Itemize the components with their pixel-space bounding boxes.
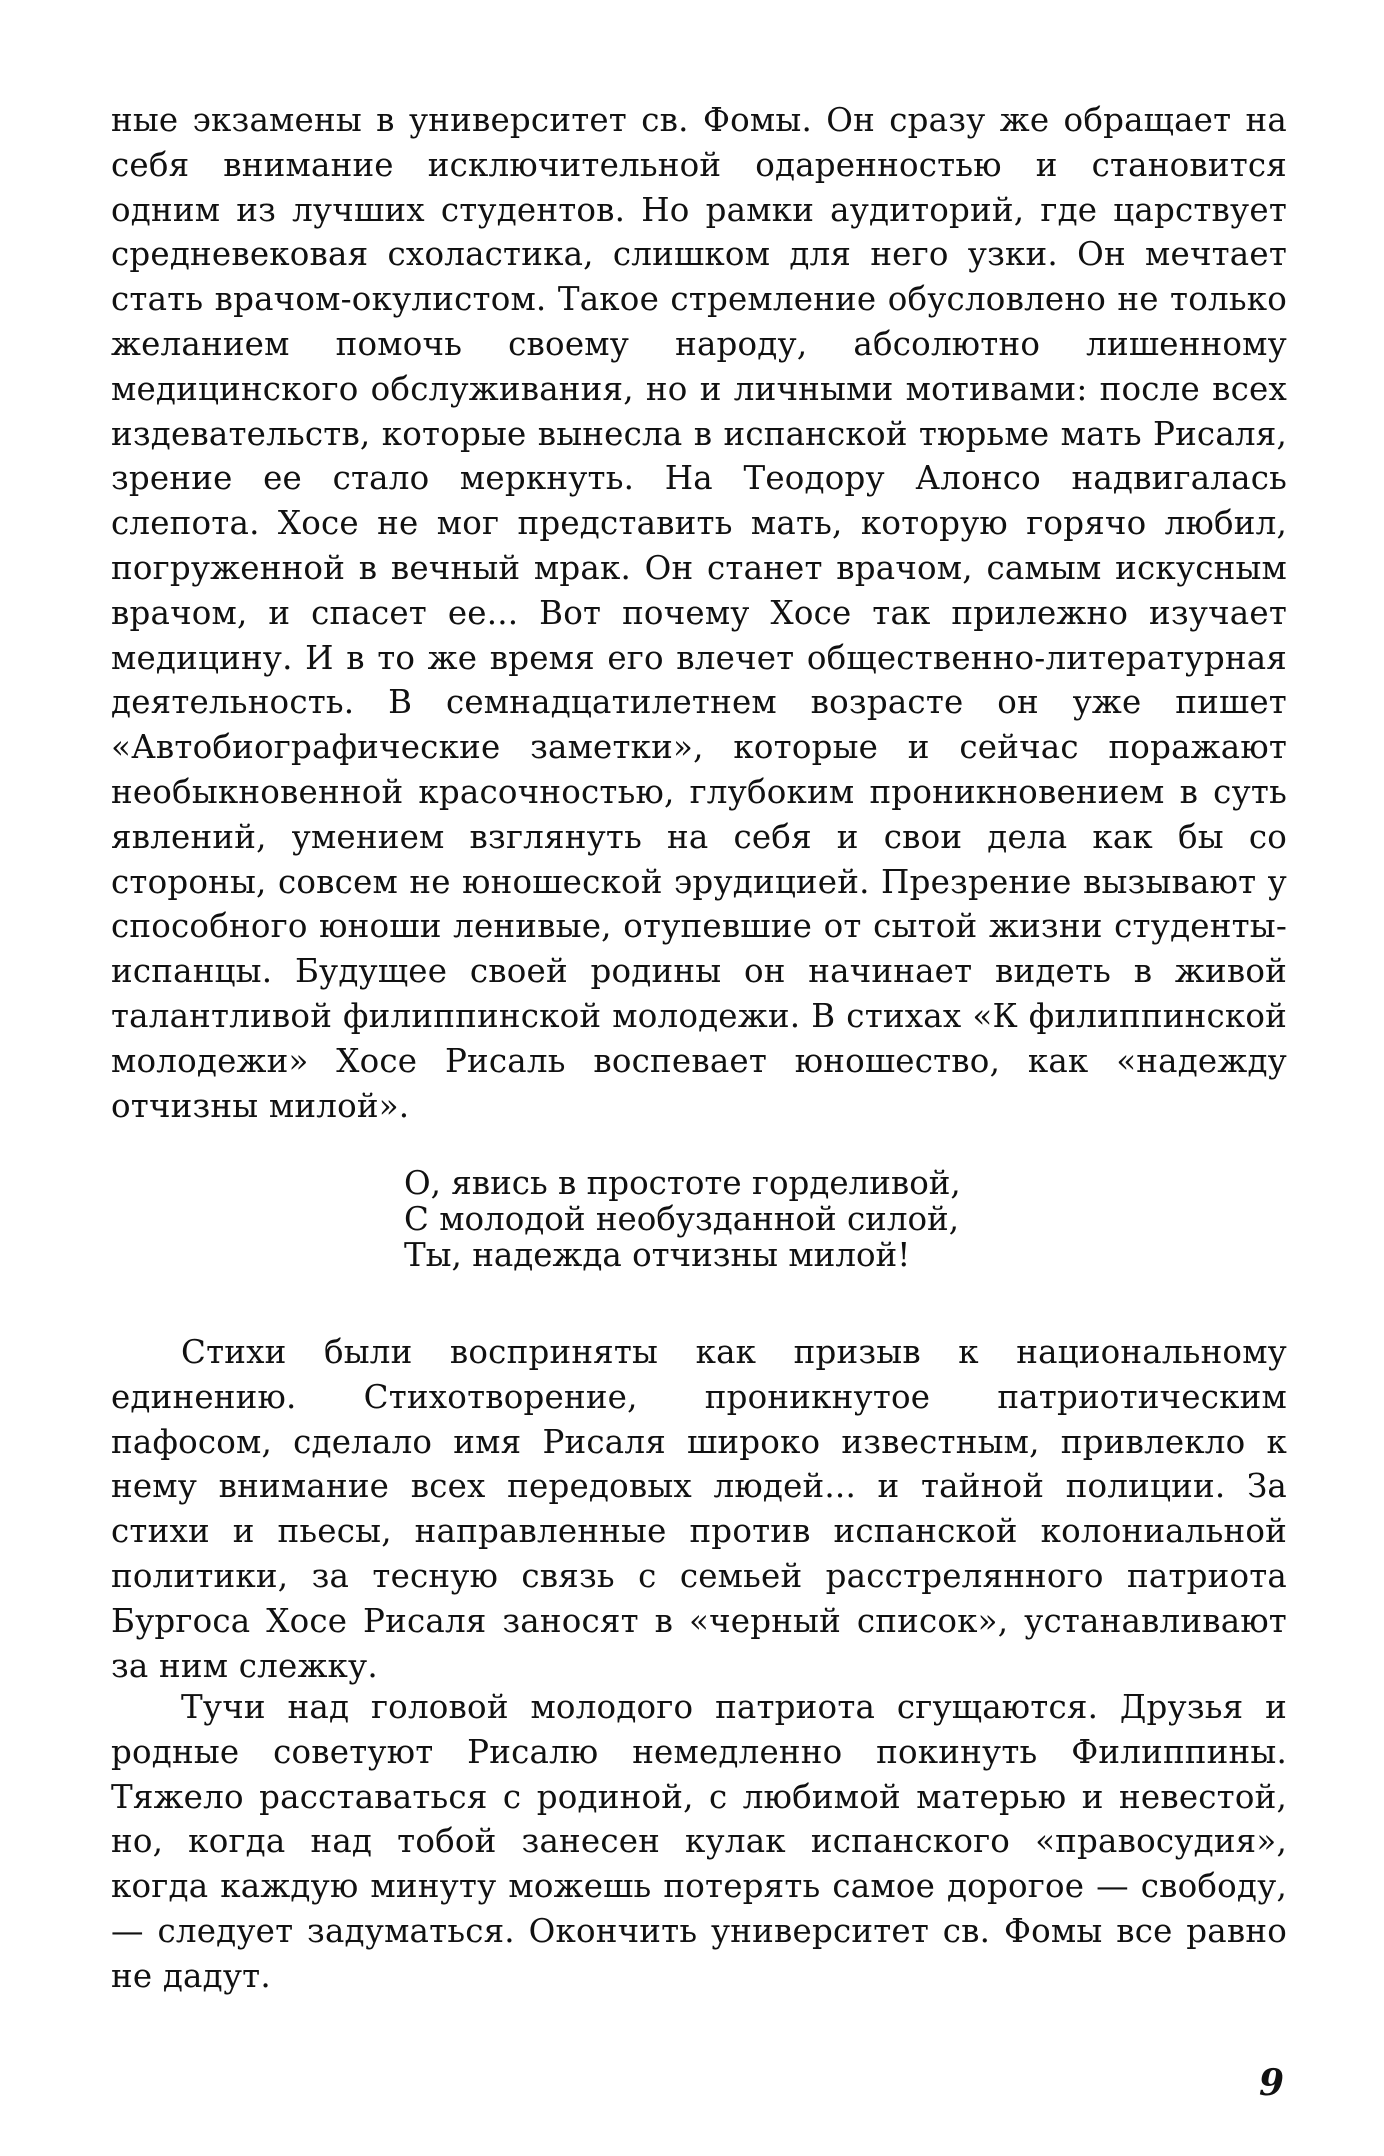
- poem-line: С молодой необузданной силой,: [404, 1200, 960, 1238]
- page-number: 9: [1258, 2062, 1284, 2104]
- paragraph-block-3: [111, 1685, 1287, 1999]
- paragraph: ные экзамены в университет св. Фомы. Он сразу же обращает на себя внимание исключительной одаренностью и становится одним из лучших студентов. Но рамки аудиторий, где царствует средневековая схоластика, слишком для него узки. Он мечтает стать врачом-окулистом. Такое стремление обусловлено не только желанием помочь своему народу, абсолютно лишенному медицинского обслуживания, но и личными мотивами: после всех издевательств, которые вынесла в испанской тюрьме мать Рисаля, зрение ее стало меркнуть. На Теодору Алонсо надвигалась слепота. Хосе не мог представить мать, которую горячо любил, погруженной в вечный мрак. Он станет врачом, самым искусным врачом, и спасет ее... Вот почему Хосе так прилежно изучает медицину. И в то же время его влечет общественно-литературная деятельность. В семнадцатилетнем возрасте он уже пишет «Автобиографические заметки», которые и сейчас поражают необыкновенной красочностью, глубоким проникновением в суть явлений, умением взглянуть на себя и свои дела как бы со стороны, совсем не юношеской эрудицией. Презрение вызывают у способного юноши ленивые, отупевшие от сытой жизни студенты-испанцы. Будущее своей родины он начинает видеть в живой талантливой филиппинской молодежи. В стихах «К филиппинской молодежи» Хосе Рисаль воспевает юношество, как «надежду отчизны милой».: [111, 101, 1287, 1125]
- poem-line: О, явись в простоте горделивой,: [404, 1164, 961, 1202]
- paragraph-block-1: [111, 98, 1287, 1128]
- paragraph: Стихи были восприняты как призыв к национальному единению. Стихотворение, проникнутое патриотическим пафосом, сделало имя Рисаля широко известным, привлекло к нему внимание всех передовых людей... и тайной полиции. За стихи и пьесы, направленные против испанской колониальной политики, за тесную связь с семьей расстрелянного патриота Бургоса Хосе Рисаля заносят в «черный список», устанавливают за ним слежку.: [111, 1333, 1287, 1685]
- poem-line: Ты, надежда отчизны милой!: [404, 1236, 911, 1274]
- poem-quote: [404, 1165, 961, 1273]
- paragraph: Тучи над головой молодого патриота сгущаются. Друзья и родные советуют Рисалю немедленно покинуть Филиппины. Тяжело расставаться с родиной, с любимой матерью и невестой, но, когда над тобой занесен кулак испанского «правосудия», когда каждую минуту можешь потерять самое дорогое — свободу,— следует задуматься. Окончить университет св. Фомы все равно не дадут.: [111, 1688, 1287, 1995]
- paragraph-block-2: [111, 1330, 1287, 1688]
